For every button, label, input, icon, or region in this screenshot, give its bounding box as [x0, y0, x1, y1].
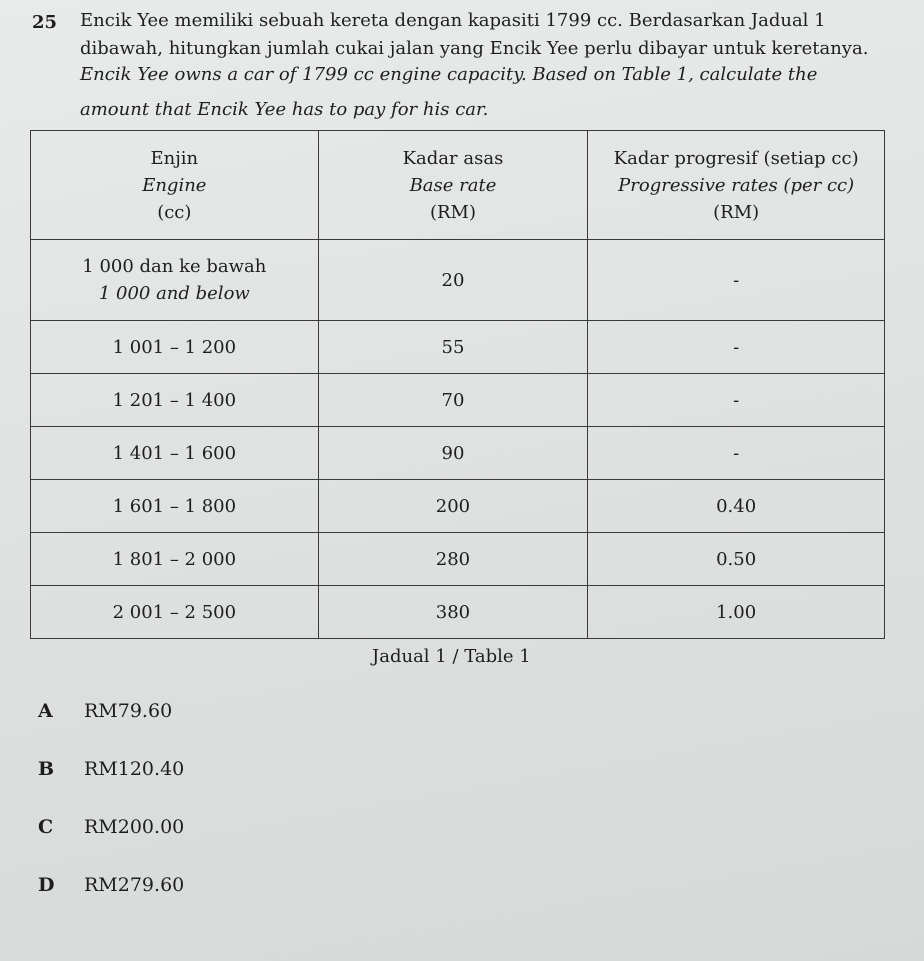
question-number: 25 [32, 12, 58, 33]
header-base-rate-malay: Kadar asas [402, 147, 504, 169]
table-row [31, 321, 885, 374]
header-progressive-rate [588, 131, 885, 240]
table-row [31, 240, 885, 321]
cell-base-rate: 200 [318, 480, 588, 533]
table-row [31, 427, 885, 480]
cell-progressive-rate: - [588, 240, 885, 321]
option-letter: A [38, 700, 53, 722]
option-text: RM120.40 [84, 758, 185, 780]
cell-engine: 1 801 – 2 000 [31, 533, 319, 586]
header-progressive-malay: Kadar progresif (setiap cc) [613, 147, 859, 169]
cell-base-rate: 280 [318, 533, 588, 586]
answer-option-d[interactable] [38, 874, 184, 896]
cell-progressive-rate: 0.40 [588, 480, 885, 533]
table-row [31, 374, 885, 427]
header-engine-unit: (cc) [157, 201, 192, 223]
road-tax-table [30, 130, 885, 639]
cell-engine: 1 401 – 1 600 [31, 427, 319, 480]
table-row [31, 533, 885, 586]
question-text-english-line2: amount that Encik Yee has to pay for his car. [80, 99, 489, 120]
header-engine-malay: Enjin [150, 147, 199, 169]
answer-option-b[interactable] [38, 758, 184, 780]
cell-engine-malay: 1 000 dan ke bawah [82, 256, 267, 277]
cell-base-rate: 70 [318, 374, 588, 427]
cell-progressive-rate: - [588, 427, 885, 480]
table-row [31, 480, 885, 533]
cell-engine: 1 601 – 1 800 [31, 480, 319, 533]
cell-base-rate: 90 [318, 427, 588, 480]
cell-progressive-rate: 0.50 [588, 533, 885, 586]
option-text: RM200.00 [84, 816, 185, 838]
cell-progressive-rate: - [588, 374, 885, 427]
cell-base-rate: 55 [318, 321, 588, 374]
header-engine [31, 131, 319, 240]
cell-engine: 2 001 – 2 500 [31, 586, 319, 639]
option-text: RM279.60 [84, 874, 185, 896]
answer-option-c[interactable] [38, 816, 184, 838]
option-letter: C [38, 816, 54, 838]
header-base-rate-english: Base rate [409, 174, 497, 196]
option-letter: D [38, 874, 55, 896]
option-text: RM79.60 [84, 700, 173, 722]
question-text-malay-line1: Encik Yee memiliki sebuah kereta dengan kapasiti 1799 cc. Berdasarkan Jadual 1 [80, 10, 826, 31]
header-progressive-english: Progressive rates (per cc) [618, 174, 855, 196]
option-letter: B [38, 758, 55, 780]
table-row [31, 586, 885, 639]
question-text-english-line1: Encik Yee owns a car of 1799 cc engine capacity. Based on Table 1, calculate the [80, 64, 818, 85]
header-progressive-unit: (RM) [713, 201, 760, 223]
cell-base-rate: 380 [318, 586, 588, 639]
cell-base-rate: 20 [318, 240, 588, 321]
cell-engine: 1 201 – 1 400 [31, 374, 319, 427]
cell-engine [31, 240, 319, 321]
table-caption: Jadual 1 / Table 1 [372, 646, 531, 667]
answer-option-a[interactable] [38, 700, 172, 722]
cell-progressive-rate: 1.00 [588, 586, 885, 639]
cell-engine-english: 1 000 and below [98, 283, 250, 304]
cell-progressive-rate: - [588, 321, 885, 374]
header-engine-english: Engine [142, 174, 207, 196]
cell-engine: 1 001 – 1 200 [31, 321, 319, 374]
header-base-rate-unit: (RM) [429, 201, 476, 223]
header-base-rate [318, 131, 588, 240]
table-header-row [31, 131, 885, 240]
question-text-malay-line2: dibawah, hitungkan jumlah cukai jalan yang Encik Yee perlu dibayar untuk keretanya. [80, 38, 869, 59]
